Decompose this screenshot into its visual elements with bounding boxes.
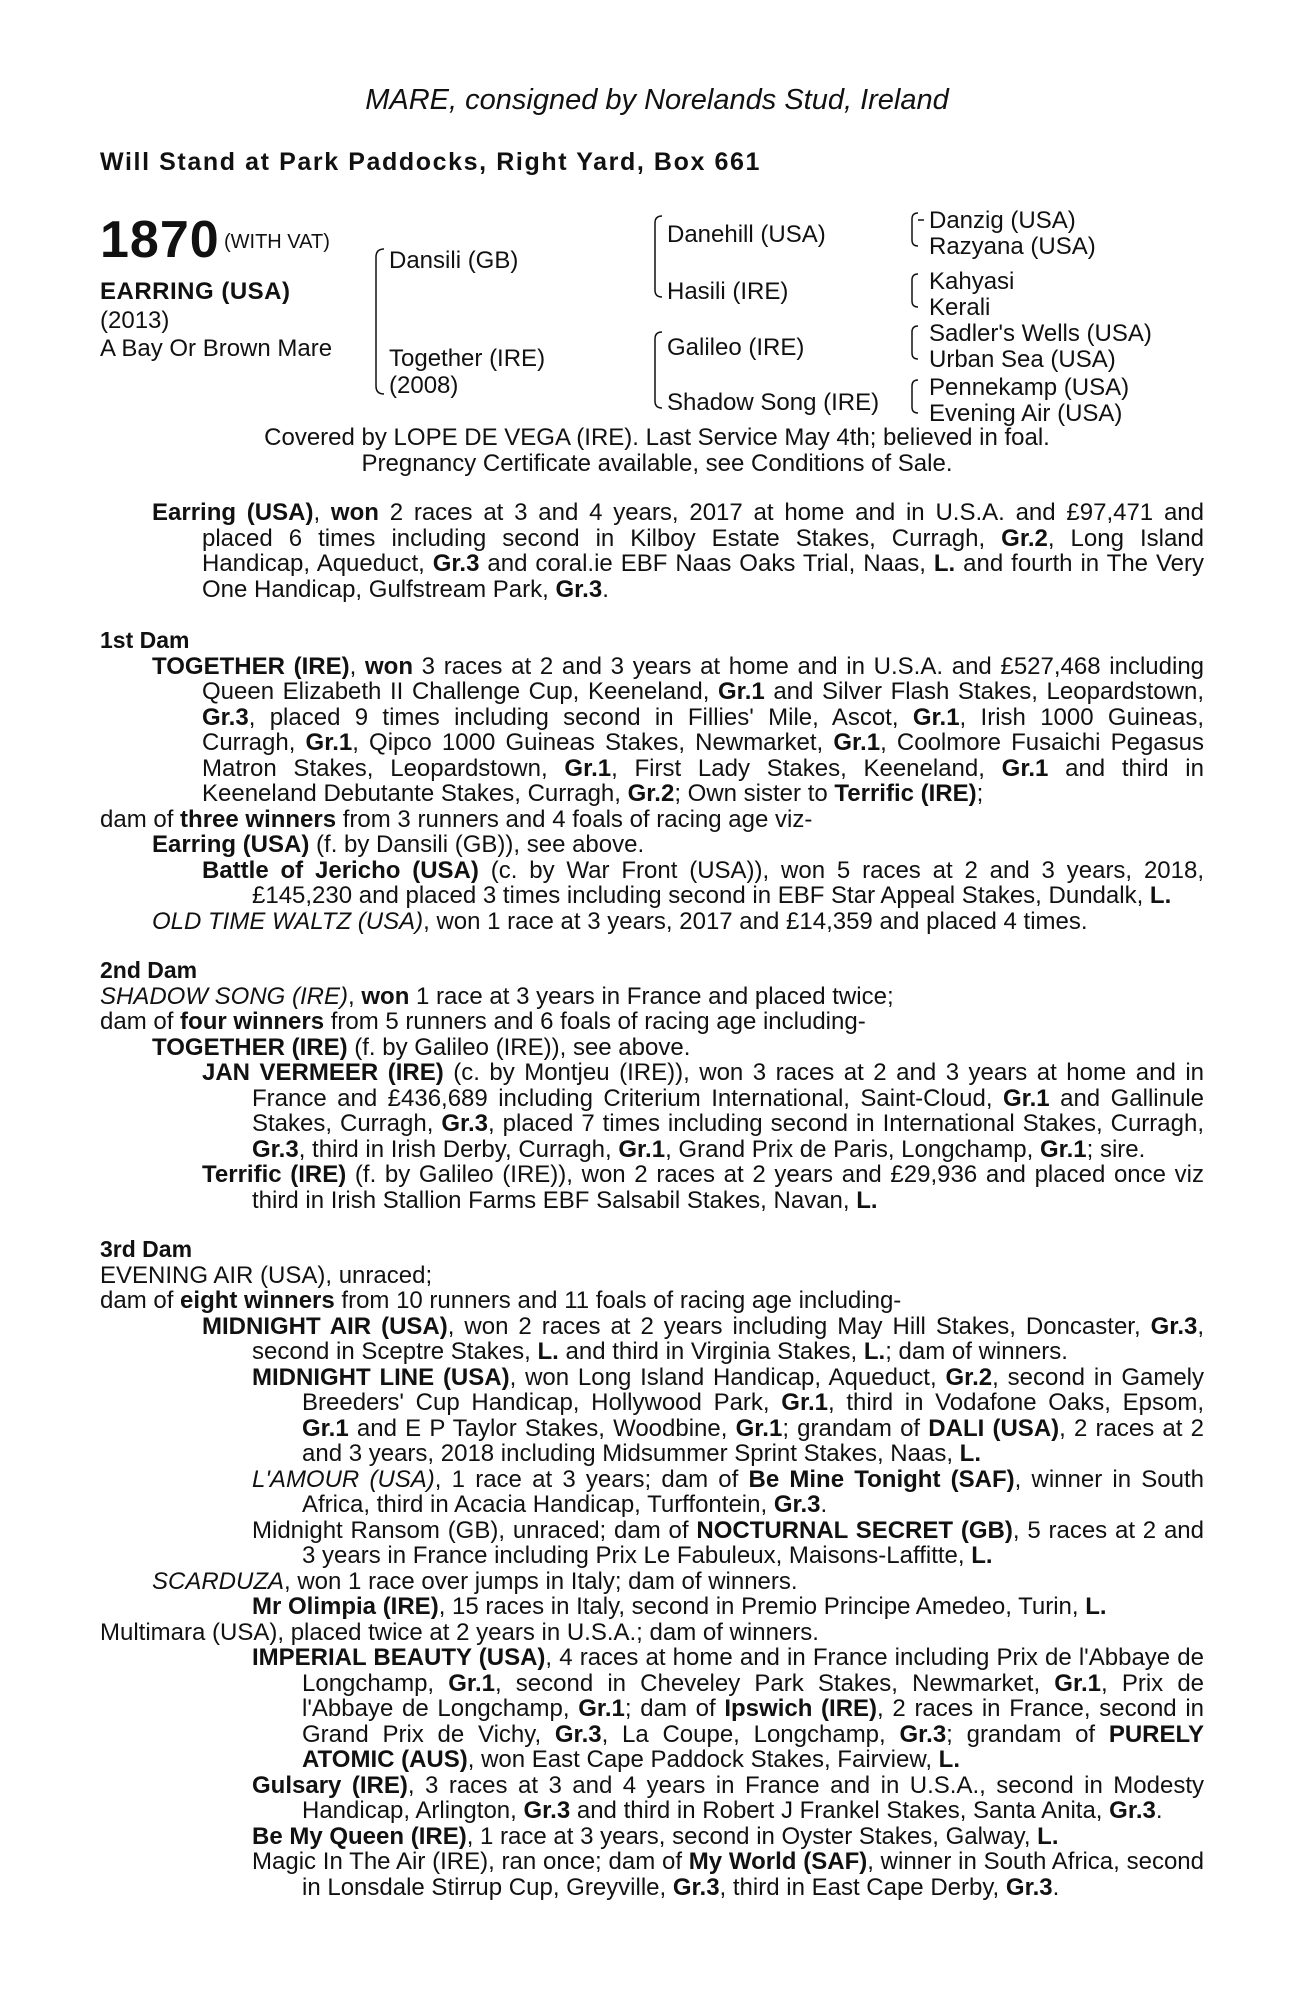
- second-dam-heading: 2nd Dam: [100, 957, 198, 983]
- dam-dam-name: Shadow Song (IRE): [667, 389, 880, 416]
- ancestor-2: Razyana (USA): [929, 233, 1096, 260]
- produce-together: TOGETHER (IRE) (f. by Galileo (IRE)), see above.: [152, 1033, 691, 1061]
- stabling-location: Will Stand at Park Paddocks, Right Yard, Box 661: [100, 148, 762, 176]
- third-dam-section: [100, 1237, 1204, 1900]
- race-record: [100, 500, 1204, 602]
- pregnancy-note: Pregnancy Certificate available, see Conditions of Sale.: [361, 450, 953, 477]
- sadlers-bracket: [912, 326, 918, 359]
- sire-dam-name: Hasili (IRE): [667, 278, 789, 305]
- third-dam-produce-summary: dam of eight winners from 10 runners and 11 foals of racing age including-: [100, 1287, 902, 1314]
- third-dam-record: EVENING AIR (USA), unraced;: [100, 1261, 433, 1289]
- horse-name: EARRING (USA): [100, 278, 291, 305]
- horse-description: A Bay Or Brown Mare: [100, 335, 333, 362]
- sire-sire-name: Danehill (USA): [667, 221, 826, 248]
- lot-number: 1870: [100, 211, 220, 269]
- produce-midnight-line: MIDNIGHT LINE (USA), won Long Island Handicap, Aqueduct, Gr.2, second in Gamely Breeders' Cup Handicap, Hollywood Park, Gr.1, third in Vodafone Oaks, Epsom, Gr.1 and E P Taylor Stakes, Woodbine, Gr.1; grandam of DALI (USA), 2 races at 2 and 3 years, 2018 including Midsummer Sprint Stakes, Naas, L.: [252, 1363, 1205, 1467]
- dam-sire-name: Galileo (IRE): [667, 334, 805, 361]
- produce-terrific: Terrific (IRE) (f. by Galileo (IRE)), won 2 races at 2 years and £29,936 and placed once viz third in Irish Stallion Farms EBF Salsabil Stakes, Navan, L.: [202, 1161, 1204, 1214]
- third-dam-heading: 3rd Dam: [100, 1236, 193, 1262]
- second-dam-produce-summary: dam of four winners from 5 runners and 6 foals of racing age including-: [100, 1008, 866, 1035]
- ancestor-7: Pennekamp (USA): [929, 374, 1130, 401]
- produce-be-my-queen: Be My Queen (IRE), 1 race at 3 years, second in Oyster Stakes, Galway, L.: [252, 1822, 1059, 1850]
- produce-mr-olimpia: Mr Olimpia (IRE), 15 races in Italy, second in Premio Principe Amedeo, Turin, L.: [252, 1593, 1107, 1620]
- produce-multimara: Multimara (USA), placed twice at 2 years in U.S.A.; dam of winners.: [100, 1618, 819, 1646]
- produce-gulsary: Gulsary (IRE), 3 races at 3 and 4 years in France and in U.S.A., second in Modesty Handicap, Arlington, Gr.3 and third in Robert J Frankel Stakes, Santa Anita, Gr.3.: [252, 1771, 1204, 1824]
- first-dam-record: TOGETHER (IRE), won 3 races at 2 and 3 years at home and in U.S.A. and £527,468 including Queen Elizabeth II Challenge Cup, Keeneland, Gr.1 and Silver Flash Stakes, Leopardstown, Gr.3, placed 9 times including second in Fillies' Mile, Ascot, Gr.1, Irish 1000 Guineas, Curragh, Gr.1, Qipco 1000 Guineas Stakes, Newmarket, Gr.1, Coolmore Fusaichi Pegasus Matron Stakes, Leopardstown, Gr.1, First Lady Stakes, Keeneland, Gr.1 and third in Keeneland Debutante Stakes, Curragh, Gr.2; Own sister to Terrific (IRE);: [152, 652, 1205, 807]
- danzig-bracket: [912, 213, 918, 246]
- ancestor-1: Danzig (USA): [929, 207, 1076, 234]
- first-dam-section: [100, 628, 1204, 934]
- sire-dam-bracket: [376, 249, 384, 394]
- kahyasi-bracket: [912, 274, 918, 307]
- first-dam-heading: 1st Dam: [100, 627, 190, 653]
- produce-midnight-air: MIDNIGHT AIR (USA), won 2 races at 2 years including May Hill Stakes, Doncaster, Gr.3, second in Sceptre Stakes, L. and third in Virginia Stakes, L.; dam of winners.: [202, 1312, 1205, 1365]
- dam-year: (2008): [389, 372, 459, 399]
- ancestor-5: Sadler's Wells (USA): [929, 320, 1152, 347]
- covering-note: Covered by LOPE DE VEGA (IRE). Last Service May 4th; believed in foal.: [264, 424, 1050, 451]
- ancestor-8: Evening Air (USA): [929, 400, 1123, 427]
- second-dam-record: SHADOW SONG (IRE), won 1 race at 3 years in France and placed twice;: [100, 982, 894, 1010]
- produce-jan-vermeer: JAN VERMEER (IRE) (c. by Montjeu (IRE)), won 3 races at 2 and 3 years at home and in France and £436,689 including Criterium International, Saint-Cloud, Gr.1 and Gallinule Stakes, Curragh, Gr.3, placed 7 times including second in International Stakes, Curragh, Gr.3, third in Irish Derby, Curragh, Gr.1, Grand Prix de Paris, Longchamp, Gr.1; sire.: [202, 1059, 1205, 1163]
- race-record-paragraph: Earring (USA), won 2 races at 3 and 4 years, 2017 at home and in U.S.A. and £97,471 and placed 6 times including second in Kilboy Estate Stakes, Curragh, Gr.2, Long Island Handicap, Aqueduct, Gr.3 and coral.ie EBF Naas Oaks Trial, Naas, L. and fourth in The Very One Handicap, Gulfstream Park, Gr.3.: [152, 499, 1205, 603]
- ancestor-6: Urban Sea (USA): [929, 346, 1116, 373]
- produce-imperial-beauty: IMPERIAL BEAUTY (USA), 4 races at home and in France including Prix de l'Abbaye de Longchamp, Gr.1, second in Cheveley Park Stakes, Newmarket, Gr.1, Prix de l'Abbaye de Longchamp, Gr.1; dam of Ipswich (IRE), 2 races in France, second in Grand Prix de Vichy, Gr.3, La Coupe, Longchamp, Gr.3; grandam of PURELY ATOMIC (AUS), won East Cape Paddock Stakes, Fairview, L.: [252, 1644, 1205, 1773]
- sire-bracket: [655, 216, 662, 297]
- produce-battle-of-jericho: Battle of Jericho (USA) (c. by War Front (USA)), won 5 races at 2 and 3 years, 2018, £145,230 and placed 3 times including second in EBF Star Appeal Stakes, Dundalk, L.: [202, 856, 1204, 909]
- dam-bracket: [655, 332, 662, 408]
- produce-scarduza: SCARDUZA, won 1 race over jumps in Italy; dam of winners.: [152, 1567, 798, 1595]
- produce-old-time-waltz: OLD TIME WALTZ (USA), won 1 race at 3 years, 2017 and £14,359 and placed 4 times.: [152, 907, 1088, 935]
- catalogue-heading: MARE, consigned by Norelands Stud, Ireland: [365, 84, 949, 116]
- first-dam-produce-summary: dam of three winners from 3 runners and 4 foals of racing age viz-: [100, 805, 813, 833]
- produce-magic-in-the-air: Magic In The Air (IRE), ran once; dam of My World (SAF), winner in South Africa, second in Lonsdale Stirrup Cup, Greyville, Gr.3, third in East Cape Derby, Gr.3.: [252, 1848, 1204, 1901]
- second-dam-section: [100, 958, 1204, 1213]
- produce-midnight-ransom: Midnight Ransom (GB), unraced; dam of NOCTURNAL SECRET (GB), 5 races at 2 and 3 years in France including Prix Le Fabuleux, Maisons-Laffitte, L.: [252, 1516, 1204, 1569]
- dam-name: Together (IRE): [389, 345, 546, 372]
- ancestor-3: Kahyasi: [929, 268, 1015, 295]
- produce-lamour: L'AMOUR (USA), 1 race at 3 years; dam of Be Mine Tonight (SAF), winner in South Africa, third in Acacia Handicap, Turffontein, Gr.3.: [252, 1465, 1204, 1518]
- pennekamp-bracket: [912, 380, 918, 413]
- foaling-year: (2013): [100, 307, 170, 334]
- produce-earring: Earring (USA) (f. by Dansili (GB)), see above.: [152, 831, 645, 858]
- vat-note: (WITH VAT): [224, 231, 330, 253]
- ancestor-4: Kerali: [929, 294, 991, 321]
- sire-name: Dansili (GB): [389, 247, 519, 274]
